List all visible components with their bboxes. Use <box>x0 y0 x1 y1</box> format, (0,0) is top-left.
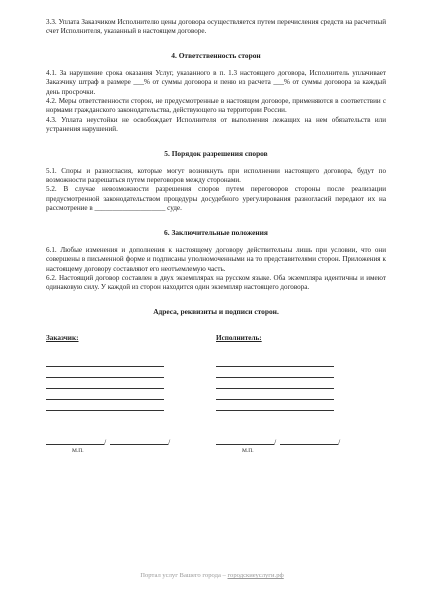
customer-label: Заказчик: <box>46 333 79 342</box>
signature-block <box>46 334 386 454</box>
blank-line <box>216 378 334 389</box>
clause-4-1: 4.1. За нарушение срока оказания Услуг, указанного в п. 1.3 настоящего договора, Исполнитель уплачивает Заказчику штраф в размере ___% от суммы договора и пеню из расчета ___% от суммы договора за каждый день просрочки. <box>46 68 386 96</box>
blank-line <box>216 400 334 411</box>
footer-text: Портал услуг Вашего города – <box>140 572 228 579</box>
contractor-details-lines <box>216 356 334 411</box>
slash: / <box>274 437 277 447</box>
blank-line <box>216 389 334 400</box>
stamp-place-label: М.П. <box>242 447 254 454</box>
customer-block <box>46 334 216 454</box>
blank-line <box>216 367 334 378</box>
clause-4-3: 4.3. Уплата неустойки не освобождает Исполнителя от выполнения лежащих на нем обязательств или устранения нарушений. <box>46 115 386 134</box>
blank-line <box>46 367 164 378</box>
slash: / <box>168 437 171 447</box>
signature-blank <box>216 444 274 445</box>
clause-5-1: 5.1. Споры и разногласия, которые могут возникнуть при исполнении настоящего договора, будут по возможности разрешаться путем переговоров между сторонами. <box>46 166 386 185</box>
contractor-block <box>216 334 386 454</box>
blank-line <box>46 389 164 400</box>
contractor-signature-line <box>216 435 348 445</box>
blank-line <box>46 378 164 389</box>
blank-line <box>216 356 334 367</box>
blank-line <box>46 400 164 411</box>
signatures-title: Адреса, реквизиты и подписи сторон. <box>153 306 279 316</box>
slash: / <box>104 437 107 447</box>
section-6-title: 6. Заключительные положения <box>164 227 268 237</box>
clause-6-1: 6.1. Любые изменения и дополнения к настоящему договору действительны лишь при условии, что они совершены в письменной форме и подписаны уполномоченными на то представителями сторон. Приложения к настоящему договору составляют его неотъемлемую часть. <box>46 245 386 273</box>
name-blank <box>280 444 338 445</box>
clause-3-3: 3.3. Уплата Заказчиком Исполнителю цены договора осуществляется путем перечисления средств на расчетный счет Исполнителя, указанный в настоящем договоре. <box>46 18 386 36</box>
blank-line <box>46 356 164 367</box>
section-5-title: 5. Порядок разрешения споров <box>164 148 268 158</box>
contractor-label: Исполнитель: <box>216 333 262 342</box>
signature-blank <box>46 444 104 445</box>
name-blank <box>110 444 168 445</box>
customer-signature-line <box>46 435 178 445</box>
page-footer <box>0 572 424 579</box>
clause-4-2: 4.2. Меры ответственности сторон, не предусмотренные в настоящем договоре, применяются в соответствии с нормами гражданского законодательства, действующего на территории России. <box>46 97 386 115</box>
customer-details-lines <box>46 356 164 411</box>
clause-5-2: 5.2. В случае невозможности разрешения споров путем переговоров стороны после реализации предусмотренной законодательством процедуры досудебного урегулирования разногласий передают их на рассмотрение в ____________________ суде. <box>46 185 386 213</box>
clause-6-2: 6.2. Настоящий договор составлен в двух экземплярах на русском языке. Оба экземпляра идентичны и имеют одинаковую силу. У каждой из сторон находится один экземпляр настоящего договора. <box>46 273 386 292</box>
section-4-title: 4. Ответственность сторон <box>171 50 261 60</box>
stamp-place-label: М.П. <box>72 447 84 454</box>
footer-link[interactable]: городскиеуслуги.рф <box>227 572 284 579</box>
slash: / <box>338 437 341 447</box>
